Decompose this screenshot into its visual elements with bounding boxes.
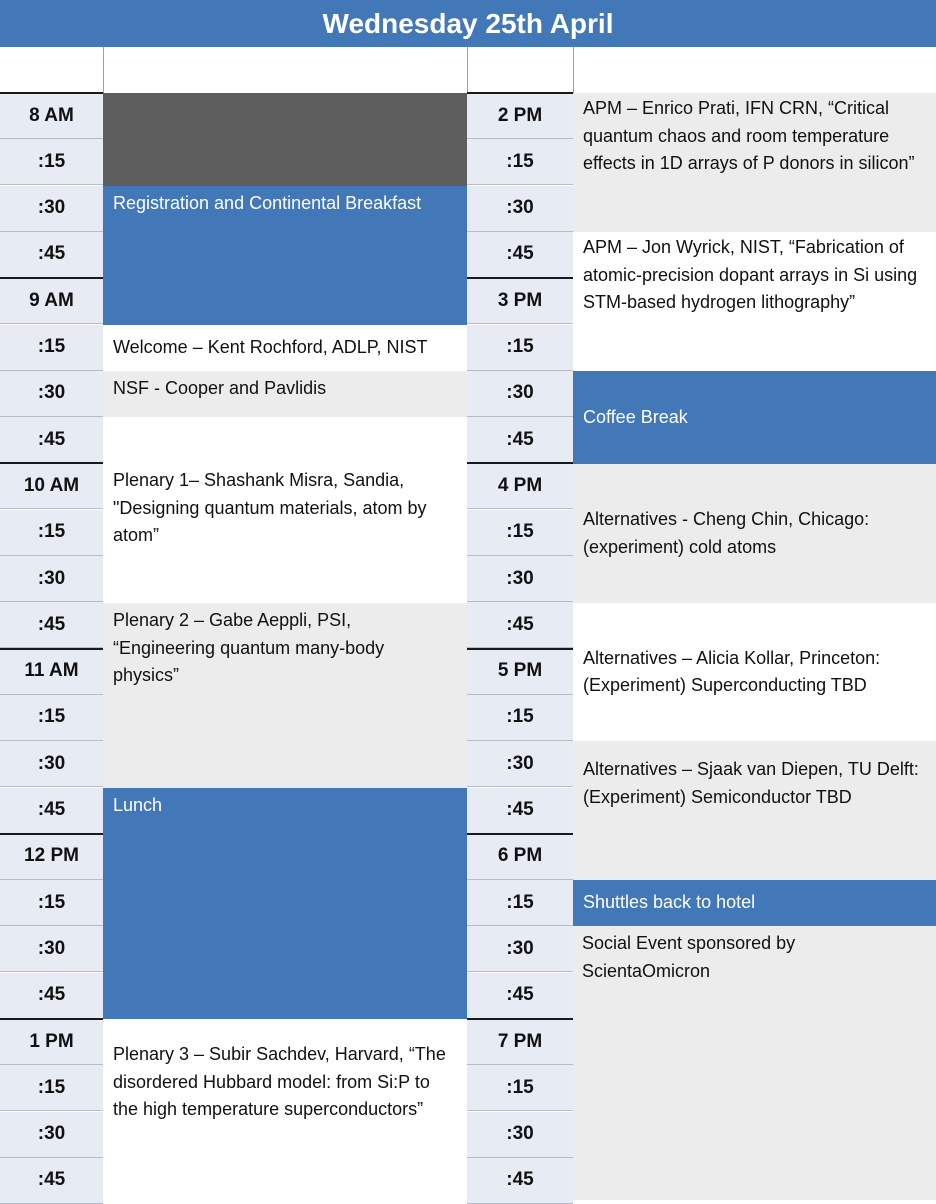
time-slot: :30 (0, 741, 103, 787)
time-slot: 3 PM (467, 278, 573, 324)
event-text: Plenary 2 – Gabe Aeppli, PSI, “Engineering quantum many-body physics” (113, 610, 385, 685)
time-slot: :15 (467, 325, 573, 371)
hour-divider (467, 92, 573, 94)
time-slot: :30 (0, 926, 103, 972)
time-slot: :15 (0, 1065, 103, 1111)
hour-divider (0, 92, 103, 94)
event-apm-wyrick[interactable] (573, 232, 936, 371)
time-slot: 10 AM (0, 463, 103, 509)
time-slot: 8 AM (0, 93, 103, 139)
event-registration-breakfast[interactable] (103, 186, 467, 325)
event-alternatives-kollar[interactable] (573, 603, 936, 741)
event-plenary-2[interactable] (103, 603, 467, 788)
hour-divider (0, 277, 103, 279)
time-slot: 6 PM (467, 834, 573, 880)
time-slot: :30 (467, 186, 573, 232)
event-text: Welcome – Kent Rochford, ADLP, NIST (113, 337, 428, 358)
event-alternatives-chin[interactable] (573, 464, 936, 603)
event-plenary-3[interactable] (103, 1019, 467, 1200)
time-slot: :30 (0, 556, 103, 602)
hour-divider (467, 833, 573, 835)
event-text: Plenary 1– Shashank Misra, Sandia, "Designing quantum materials, atom by atom” (113, 470, 427, 545)
time-slot: :30 (0, 186, 103, 232)
time-slot: :45 (0, 417, 103, 463)
event-text: APM – Jon Wyrick, NIST, “Fabrication of atomic-precision dopant arrays in Si using STM-based hydrogen lithography” (583, 237, 918, 312)
event-text: Alternatives - Cheng Chin, Chicago: (experiment) cold atoms (583, 509, 870, 557)
event-text: Lunch (113, 795, 163, 815)
time-slot: 4 PM (467, 463, 573, 509)
event-nsf[interactable] (103, 371, 467, 417)
time-slot: :15 (0, 695, 103, 741)
event-text: Plenary 3 – Subir Sachdev, Harvard, “The disordered Hubbard model: from Si:P to the high temperature superconductors” (113, 1044, 446, 1119)
time-slot: :15 (0, 880, 103, 926)
time-slot: :45 (0, 1158, 103, 1204)
time-slot: :30 (0, 1112, 103, 1158)
time-slot: 7 PM (467, 1019, 573, 1065)
time-slot: :45 (467, 602, 573, 648)
event-social[interactable] (573, 926, 936, 1200)
hour-divider (0, 462, 103, 464)
time-slot: :45 (467, 1158, 573, 1204)
event-shuttles[interactable] (573, 880, 936, 926)
pre-registration-block (103, 93, 467, 186)
time-slot: :30 (467, 556, 573, 602)
event-text: Coffee Break (583, 406, 688, 427)
column-header-row (0, 47, 936, 93)
event-welcome[interactable] (103, 325, 467, 371)
time-slot: :30 (467, 1112, 573, 1158)
hour-divider (467, 648, 573, 650)
time-slot: :45 (0, 232, 103, 278)
schedule-title: Wednesday 25th April (0, 0, 936, 47)
event-text: Social Event sponsored by ScientaOmicron (582, 933, 796, 981)
event-apm-prati[interactable] (573, 93, 936, 232)
hour-divider (467, 1018, 573, 1020)
column-divider (573, 47, 574, 93)
time-slot: :30 (0, 371, 103, 417)
time-slot: 9 AM (0, 278, 103, 324)
event-text: APM – Enrico Prati, IFN CRN, “Critical quantum chaos and room temperature effects in 1D arrays of P donors in silicon” (583, 98, 915, 173)
time-slot: :15 (0, 325, 103, 371)
time-slot: :15 (0, 139, 103, 185)
event-text: Alternatives – Alicia Kollar, Princeton: (Experiment) Superconducting TBD (583, 647, 881, 695)
time-slot: :45 (467, 232, 573, 278)
time-slot: 12 PM (0, 834, 103, 880)
time-slot: 5 PM (467, 649, 573, 695)
time-slot: :45 (0, 973, 103, 1019)
event-text: Shuttles back to hotel (583, 892, 756, 913)
column-divider (103, 47, 104, 93)
time-slot: :15 (0, 510, 103, 556)
event-text: NSF - Cooper and Pavlidis (113, 378, 327, 398)
time-slot: :45 (467, 788, 573, 834)
event-alternatives-van-diepen[interactable] (573, 741, 936, 880)
time-slot: :45 (0, 602, 103, 648)
time-slot: 2 PM (467, 93, 573, 139)
hour-divider (0, 833, 103, 835)
event-plenary-1[interactable] (103, 417, 467, 603)
hour-divider (0, 648, 103, 650)
event-text: Alternatives – Sjaak van Diepen, TU Delft: (Experiment) Semiconductor TBD (583, 759, 919, 807)
hour-divider (467, 462, 573, 464)
time-slot: :15 (467, 695, 573, 741)
time-slot: :30 (467, 741, 573, 787)
time-slot: 1 PM (0, 1019, 103, 1065)
time-slot: :45 (467, 417, 573, 463)
time-slot: :45 (467, 973, 573, 1019)
time-slot: :15 (467, 510, 573, 556)
time-slot: :15 (467, 139, 573, 185)
time-slot: 11 AM (0, 649, 103, 695)
time-slot: :15 (467, 880, 573, 926)
column-divider (467, 47, 468, 93)
time-slot: :45 (0, 788, 103, 834)
event-lunch[interactable] (103, 788, 467, 1019)
hour-divider (467, 277, 573, 279)
time-slot: :30 (467, 926, 573, 972)
hour-divider (0, 1018, 103, 1020)
time-slot: :30 (467, 371, 573, 417)
event-coffee-break[interactable] (573, 371, 936, 464)
event-text: Registration and Continental Breakfast (113, 193, 422, 213)
time-slot: :15 (467, 1065, 573, 1111)
